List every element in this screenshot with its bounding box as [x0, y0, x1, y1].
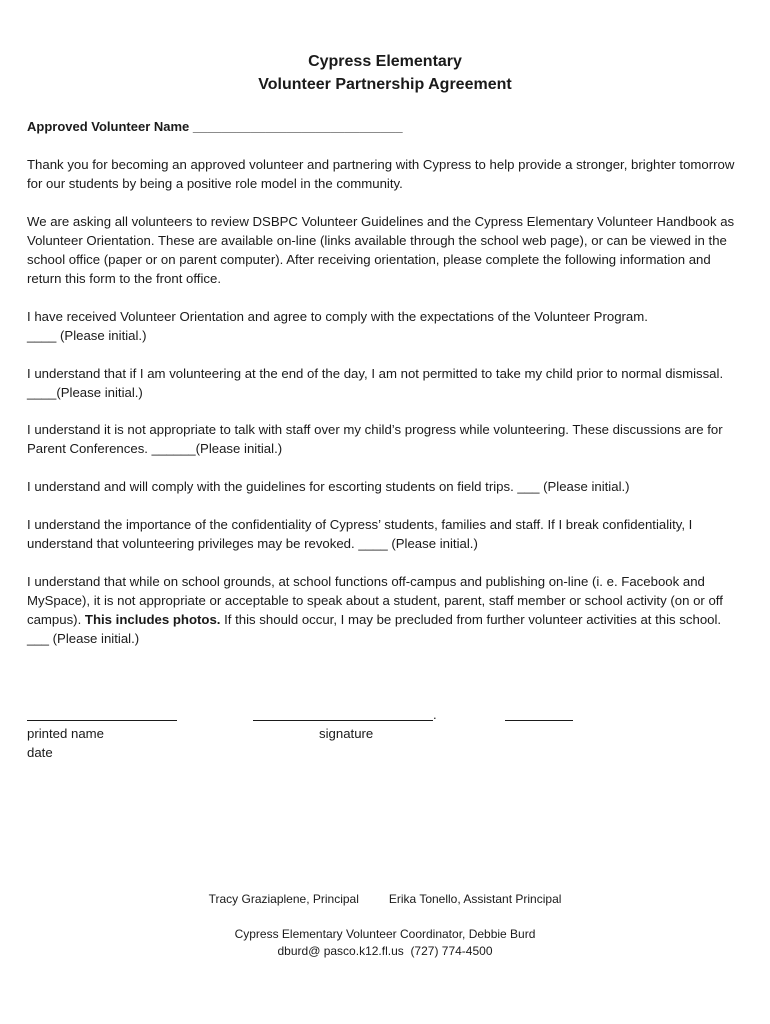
coordinator-phone: (727) 774-4500	[410, 944, 493, 958]
statement-text: I understand that if I am volunteering at the end of the day, I am not permitted to take my child prior to normal dismissal.	[27, 366, 724, 381]
statement-confidentiality	[27, 515, 743, 553]
printed-name-line[interactable]	[27, 720, 177, 721]
intro-paragraph: Thank you for becoming an approved volunteer and partnering with Cypress to help provide a stronger, brighter tomorrow for our students by being a positive role model in the community.	[27, 157, 735, 191]
date-line[interactable]	[505, 720, 573, 721]
volunteer-name-label: Approved Volunteer Name	[27, 119, 190, 134]
photos-emphasis: This includes photos.	[84, 612, 221, 627]
signature-label: signature	[319, 726, 374, 741]
statement-dismissal	[27, 364, 743, 402]
principal: Tracy Graziaplene, Principal	[208, 892, 359, 906]
volunteer-name-line	[27, 117, 743, 136]
statement-text: I understand it is not appropriate to talk with staff over my child’s progress while volunteering. These discussions are for Parent Conferences.	[27, 422, 723, 456]
initial-blank[interactable]: ____(Please initial.)	[27, 385, 143, 400]
statement-progress	[27, 420, 743, 458]
document-header	[0, 50, 770, 96]
statement-orientation	[27, 307, 743, 345]
statement-text-after: If this should occur, I may be precluded from further volunteer activities at this school.	[224, 612, 722, 627]
volunteer-name-blank[interactable]: _____________________________	[192, 119, 403, 134]
statement-text: I understand the importance of the confidentiality of Cypress’ students, families and staff. If I break confidentiality, I understand that volunteering privileges may be revoked.	[27, 517, 693, 551]
statement-field-trips	[27, 477, 743, 496]
statement-text: I have received Volunteer Orientation and agree to comply with the expectations of the Volunteer Program.	[27, 309, 648, 324]
initial-blank[interactable]: ______(Please initial.)	[151, 441, 283, 456]
school-name: Cypress Elementary	[308, 53, 462, 70]
signature-dot: .	[433, 707, 437, 722]
administrators-line	[0, 891, 770, 908]
assistant-principal: Erika Tonello, Assistant Principal	[388, 892, 562, 906]
coordinator-line: Cypress Elementary Volunteer Coordinator, Debbie Burd	[234, 927, 536, 941]
printed-name-label: printed name	[27, 726, 104, 741]
signature-line[interactable]	[253, 720, 433, 721]
initial-blank[interactable]: ___ (Please initial.)	[517, 479, 630, 494]
date-label: date	[27, 745, 53, 760]
contact-line	[0, 943, 770, 960]
initial-blank[interactable]: ____ (Please initial.)	[358, 536, 478, 551]
document-title: Volunteer Partnership Agreement	[258, 76, 512, 93]
coordinator-email[interactable]: dburd@ pasco.k12.fl.us	[277, 944, 404, 958]
statement-text: I understand and will comply with the guidelines for escorting students on field trips.	[27, 479, 514, 494]
initial-blank[interactable]: ___ (Please initial.)	[27, 631, 140, 646]
initial-blank[interactable]: ____ (Please initial.)	[27, 328, 147, 343]
statement-online-conduct	[27, 572, 743, 648]
orientation-paragraph: We are asking all volunteers to review DSBPC Volunteer Guidelines and the Cypress Elementary Volunteer Handbook as Volunteer Orientation. These are available on-line (links available through the school web page), or can be viewed in the school office (paper or on parent computer). After receiving orientation, please complete the following information and return this form to the front office.	[27, 214, 735, 286]
statement-text: I understand that while on school grounds, at school functions off-campus and publishing on-line (i. e. Facebook and MySpace), it is not appropriate or acceptable to speak about a student, parent, staff member or school activity (on or off campus).	[27, 574, 723, 627]
